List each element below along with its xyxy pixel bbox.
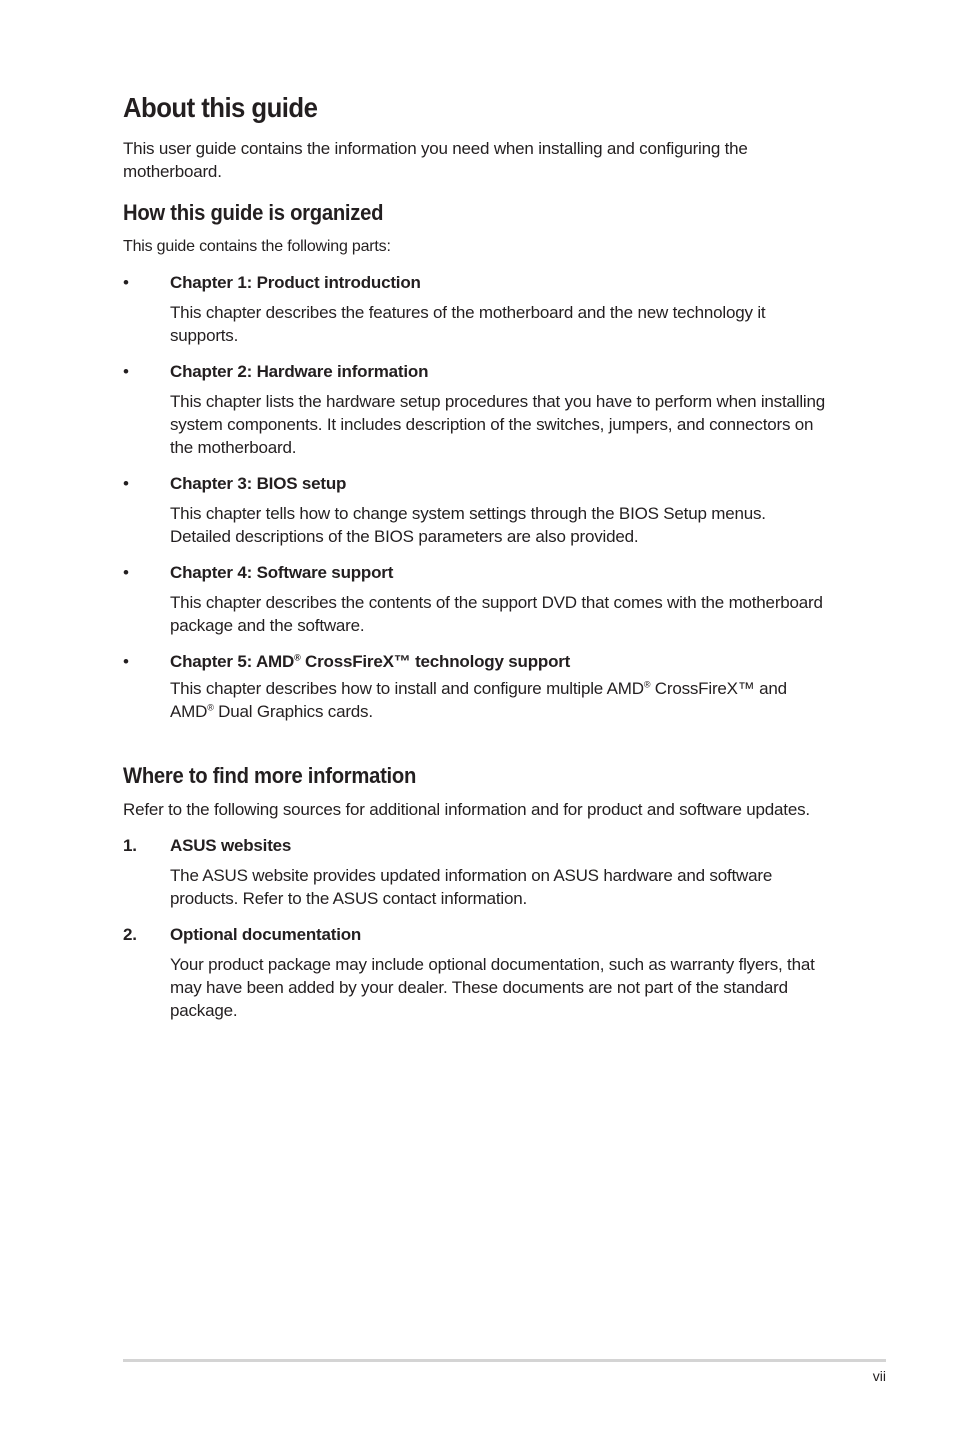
item-title: ASUS websites — [170, 836, 292, 855]
chapter-title: Chapter 3: BIOS setup — [170, 474, 347, 493]
page-content — [123, 92, 826, 1022]
registered-mark: ® — [294, 652, 301, 663]
chapter-item-2 — [123, 360, 826, 459]
chapter-description: This chapter lists the hardware setup procedures that you have to perform when installing system components. It includes description of the switches, jumpers, and connectors on the motherboard. — [170, 392, 826, 457]
bullet-marker: • — [123, 474, 129, 493]
info-item-1 — [123, 834, 823, 910]
bullet-marker: • — [123, 652, 129, 671]
bullet-marker: • — [123, 362, 129, 381]
chapter-description — [170, 677, 830, 723]
item-number: 2. — [123, 925, 137, 944]
description-part: CrossFireX™ and AMD — [170, 679, 787, 721]
section-intro-organized: This guide contains the following parts: — [123, 238, 391, 255]
registered-mark: ® — [207, 702, 214, 713]
description-part: Dual Graphics cards. — [213, 702, 373, 721]
chapter-title-part: Chapter 5: AMD — [170, 652, 295, 671]
item-description: Your product package may include optional documentation, such as warranty flyers, that may have been added by your dealer. These documents are not part of the standard package. — [170, 955, 815, 1020]
chapter-title: Chapter 1: Product introduction — [170, 273, 421, 292]
bullet-marker: • — [123, 273, 129, 292]
page-title: About this guide — [123, 92, 318, 123]
description-part: This chapter describes how to install and configure multiple AMD — [170, 679, 644, 698]
chapter-item-1 — [123, 271, 823, 347]
section-intro-more-info: Refer to the following sources for additional information and for product and software updates. — [123, 800, 810, 819]
chapter-description: This chapter describes the features of the motherboard and the new technology it supports. — [170, 303, 766, 345]
chapter-description: This chapter describes the contents of the support DVD that comes with the motherboard package and the software. — [170, 593, 823, 635]
chapter-title: Chapter 4: Software support — [170, 563, 394, 582]
intro-paragraph: This user guide contains the information you need when installing and configuring the motherboard. — [123, 139, 748, 181]
chapter-item-5 — [123, 650, 823, 723]
chapter-title: Chapter 2: Hardware information — [170, 362, 429, 381]
item-number: 1. — [123, 836, 137, 855]
chapter-item-4 — [123, 561, 823, 637]
item-description: The ASUS website provides updated information on ASUS hardware and software products. Refer to the ASUS contact information. — [170, 866, 773, 908]
registered-mark: ® — [643, 679, 651, 690]
bullet-marker: • — [123, 563, 129, 582]
chapter-title — [170, 650, 570, 673]
section-heading-organized: How this guide is organized — [123, 200, 384, 225]
chapter-title-part: CrossFireX™ technology support — [300, 652, 571, 671]
footer-divider — [123, 1359, 886, 1362]
item-title: Optional documentation — [170, 925, 362, 944]
chapter-item-3 — [123, 472, 823, 548]
section-heading-more-info: Where to find more information — [123, 763, 417, 788]
info-item-2 — [123, 923, 823, 1022]
page-number: vii — [872, 1368, 886, 1384]
chapter-description: This chapter tells how to change system settings through the BIOS Setup menus. Detailed descriptions of the BIOS parameters are also provided. — [170, 504, 766, 546]
